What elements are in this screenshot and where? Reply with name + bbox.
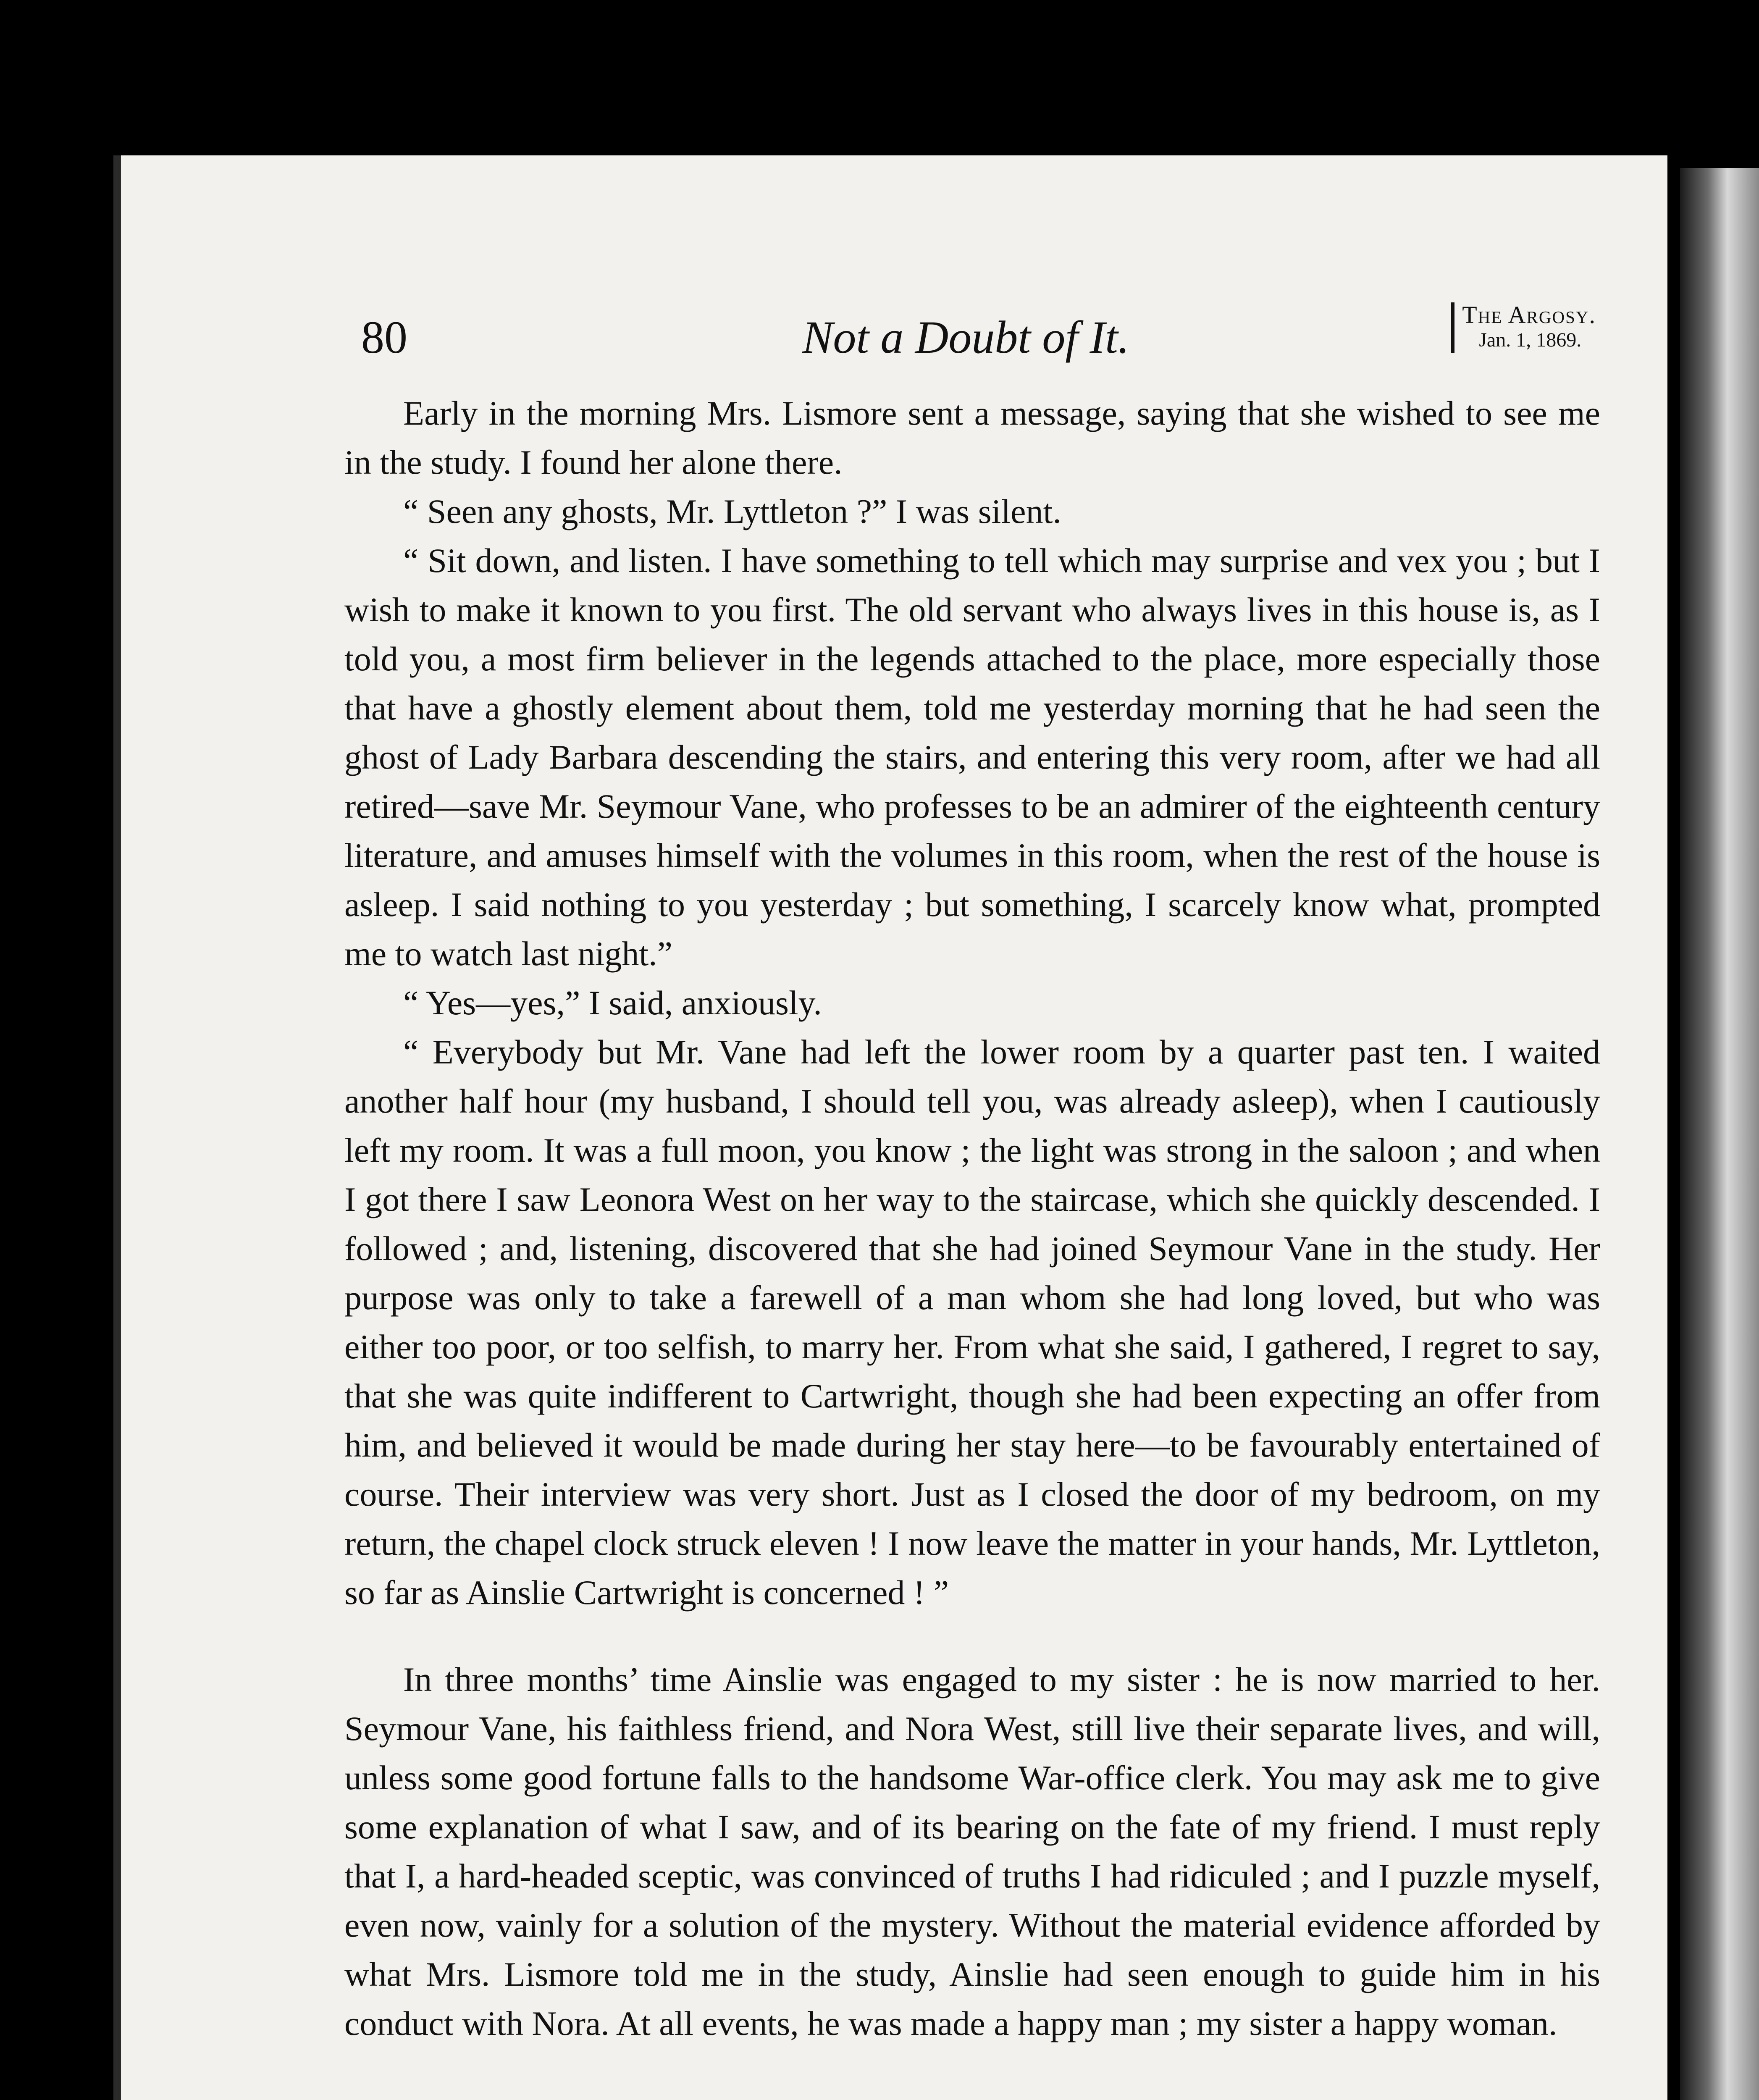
paragraph: Early in the morning Mrs. Lismore sent a message, saying that she wished to see me in the study. I found her alone there.	[344, 394, 1600, 481]
adjacent-page-edge	[1680, 168, 1759, 2100]
paragraph: “ Sit down, and listen. I have something to tell which may surprise and vex you ; but I wish to make it known to you first. The old servant who always lives in this house is, as I told you, a most firm believer in the legends attached to the place, more especially those that have a ghostly element about them, told me yesterday morning that he had seen the ghost of Lady Barbara descending the stairs, and entering this very room, after we had all retired—save Mr. Seymour Vane, who professes to be an admirer of the eighteenth century literature, and amuses himself with the volumes in this room, when the rest of the house is asleep. I said nothing to you yesterday ; but something, I scarcely know what, prompted me to watch last night.”	[344, 541, 1600, 973]
paragraph: In three months’ time Ainslie was engaged to my sister : he is now married to her. Seymour Vane, his faithless friend, and Nora West, still live their separate lives, and will, unless some good fortune falls to the handsome War-office clerk. You may ask me to give some explanation of what I saw, and of its bearing on the fate of my friend. I must reply that I, a hard-headed sceptic, was convinced of truths I had ridiculed ; and I puzzle myself, even now, vainly for a solution of the mystery. Without the material evidence afforded by what Mrs. Lismore told me in the study, Ainslie had seen enough to guide him in his conduct with Nora. At all events, he was made a happy man ; my sister a happy woman.	[344, 1660, 1600, 2042]
paragraph: “ Seen any ghosts, Mr. Lyttleton ?” I was silent.	[403, 492, 1061, 530]
page-header	[361, 302, 1596, 361]
body-text	[344, 388, 1600, 2048]
journal-date: Jan. 1, 1869.	[1479, 329, 1582, 351]
paragraph: “ Everybody but Mr. Vane had left the lower room by a quarter past ten. I waited another half hour (my husband, I should tell you, was already asleep), when I cautiously left my room. It was a full moon, you know ; the light was strong in the saloon ; and when I got there I saw Leonora West on her way to the staircase, which she quickly descended. I followed ; and, listening, discovered that she had joined Seymour Vane in the study. Her purpose was only to take a farewell of a man whom she had long loved, but who was either too poor, or too selfish, to marry her. From what she said, I gathered, I regret to say, that she was quite indifferent to Cartwright, though she had been expecting an offer from him, and believed it would be made during her stay here—to be favourably entertained of course. Their interview was very short. Just as I closed the door of my bedroom, on my return, the chapel clock struck eleven ! I now leave the matter in your hands, Mr. Lyttleton, so far as Ainslie Cartwright is concerned ! ”	[344, 1033, 1600, 1612]
running-title: Not a Doubt of It.	[802, 312, 1130, 363]
journal-name: The Argosy.	[1462, 301, 1596, 328]
page-number: 80	[361, 312, 407, 363]
paragraph: “ Yes—yes,” I said, anxiously.	[403, 984, 822, 1022]
journal-reference	[1451, 302, 1596, 353]
